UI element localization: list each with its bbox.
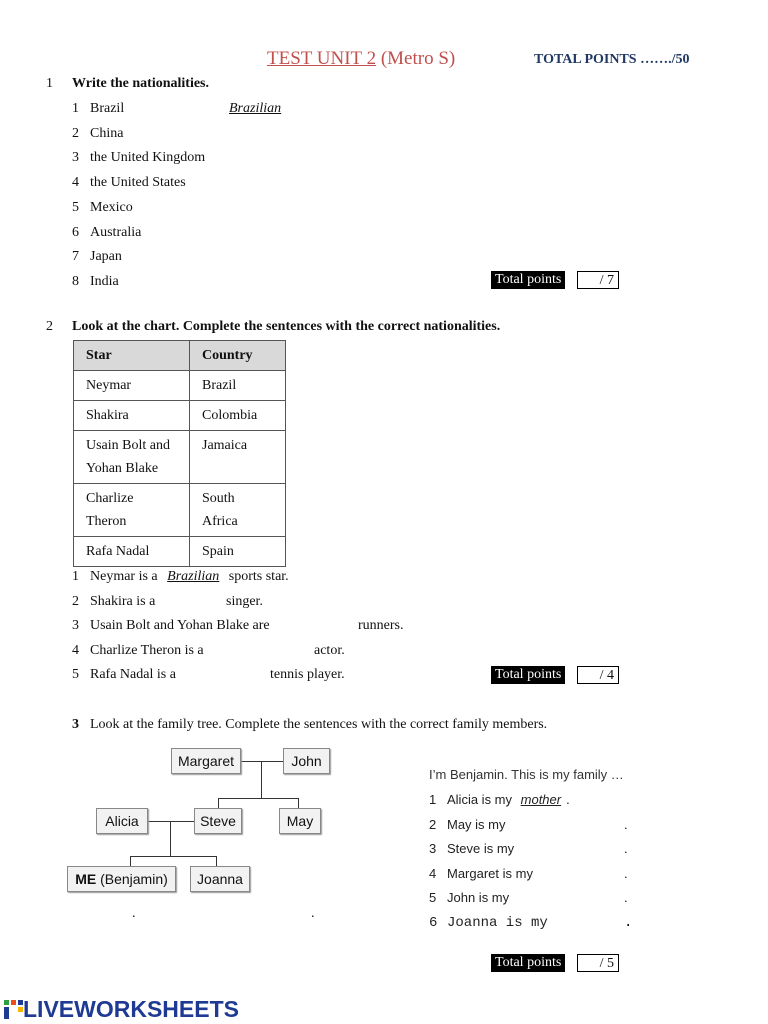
table-header-star: Star xyxy=(74,341,190,371)
section3-instruction: Look at the family tree. Complete the sentences with the correct family members. xyxy=(90,717,548,732)
family-intro: I’m Benjamin. This is my family … xyxy=(429,767,624,782)
table-cell-star: Shakira xyxy=(74,401,190,431)
sentence-text: May is my xyxy=(447,816,506,832)
sentence xyxy=(72,569,289,585)
logo-square xyxy=(4,1000,9,1005)
tree-line xyxy=(170,821,171,856)
sentence-end: . xyxy=(566,792,570,807)
tree-node-may: May xyxy=(279,808,321,834)
tree-line xyxy=(130,856,217,857)
sentence-end: actor. xyxy=(314,642,345,658)
tree-node-me xyxy=(67,866,176,892)
sentence-text: Charlize Theron is a xyxy=(90,642,204,658)
sentence-end: . xyxy=(624,890,628,905)
sentence-text: Joanna is my xyxy=(447,914,548,931)
section3-points-label: Total points xyxy=(491,954,565,972)
section1-instruction: Write the nationalities. xyxy=(72,76,210,91)
table-cell-country: Spain xyxy=(190,537,286,567)
total-points-header: TOTAL POINTS ……./50 xyxy=(534,52,690,67)
sentence-number: 3 xyxy=(72,618,79,634)
sentence-number: 5 xyxy=(72,667,79,683)
tree-node-me-bold: ME xyxy=(75,871,97,887)
item-country: China xyxy=(90,125,124,141)
tree-node-alicia: Alicia xyxy=(96,808,148,834)
section1-points-box[interactable]: / 7 xyxy=(577,271,619,289)
sentence-number: 3 xyxy=(429,841,437,856)
sentence-end: . xyxy=(624,865,628,881)
sentence-text: Rafa Nadal is a xyxy=(90,667,176,683)
item-country: Australia xyxy=(90,224,142,240)
section2-points-box[interactable]: / 4 xyxy=(577,666,619,684)
table-row xyxy=(74,484,286,537)
list-item xyxy=(72,225,141,241)
table-header-country: Country xyxy=(190,341,286,371)
item-number: 7 xyxy=(72,249,79,265)
list-item xyxy=(72,249,122,265)
answer-field[interactable]: mother xyxy=(520,792,562,807)
table-row xyxy=(74,431,286,484)
table-cell-country: South Africa xyxy=(190,484,286,537)
item-number: 2 xyxy=(72,125,79,141)
section2-number: 2 xyxy=(46,319,53,334)
sentence-end: runners. xyxy=(358,618,404,634)
item-number: 8 xyxy=(72,273,79,289)
tree-line xyxy=(218,798,299,799)
tree-node-steve: Steve xyxy=(194,808,242,834)
table-cell-country: Colombia xyxy=(190,401,286,431)
sentence-text: Neymar is a xyxy=(90,569,158,584)
page-title xyxy=(267,48,455,70)
answer-field[interactable]: Brazilian xyxy=(229,101,282,116)
list-item xyxy=(72,175,186,191)
tree-node-me-name: (Benjamin) xyxy=(96,871,168,887)
list-item xyxy=(72,274,119,290)
sentence xyxy=(72,667,176,683)
section3-number: 3 xyxy=(72,717,79,732)
sentence-text: Margaret is my xyxy=(447,865,533,881)
sentence-text: Steve is my xyxy=(447,841,515,856)
sentence-end: singer. xyxy=(226,593,263,609)
table-cell-star: Charlize Theron xyxy=(74,484,190,537)
section2-points-label: Total points xyxy=(491,666,565,684)
sentence-end: . xyxy=(624,841,628,856)
tree-node-joanna: Joanna xyxy=(190,866,250,892)
tree-line xyxy=(130,856,131,866)
title-main: TEST UNIT 2 xyxy=(267,48,377,69)
item-number: 5 xyxy=(72,199,79,215)
sentence-end: . xyxy=(624,914,633,931)
tree-line xyxy=(148,821,194,822)
family-sentence xyxy=(429,841,514,856)
family-sentence xyxy=(429,866,533,881)
answer-field[interactable]: Brazilian xyxy=(167,569,220,584)
title-subtitle: (Metro S) xyxy=(376,48,456,69)
logo-text: LIVEWORKSHEETS xyxy=(23,996,239,1022)
sentence-text: John is my xyxy=(447,890,510,905)
table-header-row xyxy=(74,341,286,371)
sentence-number: 2 xyxy=(429,816,437,832)
tree-line xyxy=(216,856,217,866)
table-cell-star: Rafa Nadal xyxy=(74,537,190,567)
table-row xyxy=(74,371,286,401)
sentence-number: 1 xyxy=(72,569,79,584)
section3-points-box[interactable]: / 5 xyxy=(577,954,619,972)
sentence-number: 1 xyxy=(429,792,437,807)
logo-icon xyxy=(4,999,24,1021)
tree-dot: . xyxy=(311,906,315,921)
sentence-end: sports star. xyxy=(228,569,289,584)
tree-line xyxy=(261,761,262,798)
sentence xyxy=(72,618,270,634)
stars-chart xyxy=(73,340,286,567)
item-number: 4 xyxy=(72,175,79,191)
sentence-number: 4 xyxy=(429,865,437,881)
family-sentence xyxy=(429,792,570,807)
table-cell-country: Jamaica xyxy=(190,431,286,484)
item-number: 1 xyxy=(72,101,79,116)
list-item xyxy=(72,126,123,142)
item-country: Mexico xyxy=(90,199,133,215)
table-cell-country: Brazil xyxy=(190,371,286,401)
logo-bar xyxy=(4,1007,9,1019)
sentence xyxy=(72,594,155,610)
list-item xyxy=(72,200,133,216)
sentence-end: . xyxy=(624,816,628,832)
list-item xyxy=(72,101,124,117)
sentence-number: 2 xyxy=(72,593,79,609)
item-country: Japan xyxy=(90,249,122,265)
section2-instruction: Look at the chart. Complete the sentences with the correct nationalities. xyxy=(72,319,501,334)
table-row xyxy=(74,537,286,567)
item-number: 3 xyxy=(72,150,79,166)
sentence-text: Alicia is my xyxy=(447,792,513,807)
family-sentence xyxy=(429,817,506,832)
section1-number: 1 xyxy=(46,76,53,91)
tree-dot: . xyxy=(132,906,136,921)
item-country: Brazil xyxy=(90,101,125,116)
sentence-text: Usain Bolt and Yohan Blake are xyxy=(90,618,270,634)
table-cell-star: Neymar xyxy=(74,371,190,401)
sentence xyxy=(72,643,204,659)
sentence-number: 4 xyxy=(72,642,79,658)
item-country: India xyxy=(90,273,119,289)
section1-points-label: Total points xyxy=(491,271,565,289)
family-sentence xyxy=(429,890,509,905)
tree-line xyxy=(298,798,299,808)
item-number: 6 xyxy=(72,224,79,240)
tree-node-john: John xyxy=(283,748,330,774)
list-item xyxy=(72,150,205,166)
tree-line xyxy=(218,798,219,808)
stars-table xyxy=(73,340,286,567)
sentence-end: tennis player. xyxy=(270,667,345,683)
tree-node-margaret: Margaret xyxy=(171,748,241,774)
family-sentence xyxy=(429,915,548,931)
sentence-number: 5 xyxy=(429,890,437,905)
tree-line xyxy=(241,761,283,762)
sentence-text: Shakira is a xyxy=(90,593,156,609)
table-row xyxy=(74,401,286,431)
sentence-number: 6 xyxy=(429,914,438,931)
table-cell-star: Usain Bolt and Yohan Blake xyxy=(74,431,190,484)
logo-square xyxy=(11,1000,16,1005)
item-country: the United States xyxy=(90,175,186,191)
item-country: the United Kingdom xyxy=(90,150,206,166)
